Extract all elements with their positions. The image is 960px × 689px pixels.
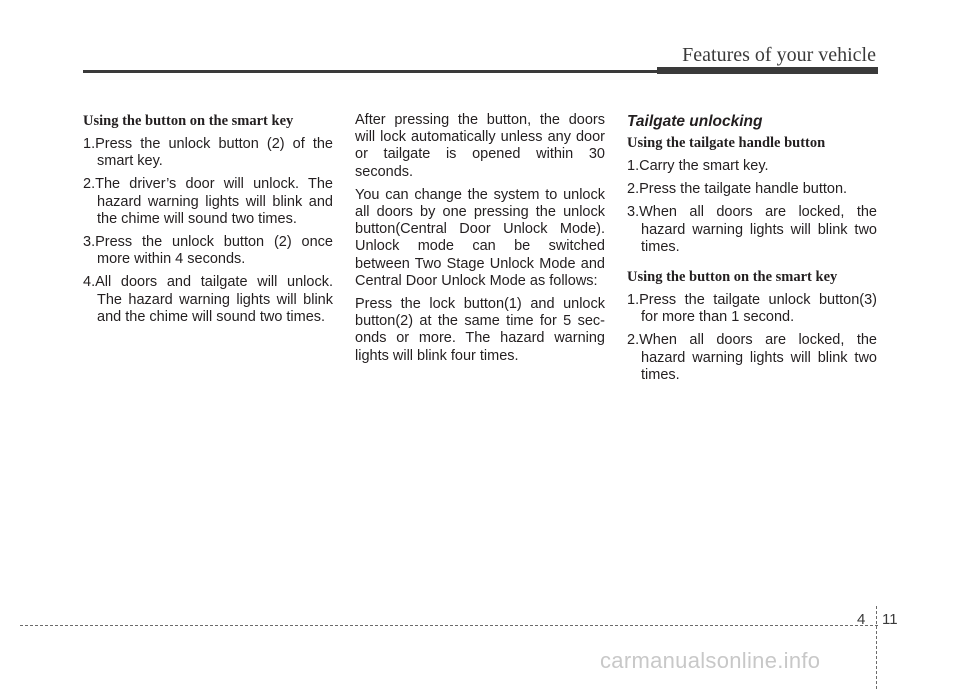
paragraph: Press the lock button(1) and unlock button(2) at the same time for 5 sec- onds or more. The hazard warning lights will blink four times. — [355, 296, 605, 364]
header-rule-accent — [657, 67, 878, 74]
step-item: 2.When all doors are locked, the hazard warning lights will blink two times. — [627, 332, 877, 383]
page-header-title: Features of your vehicle — [682, 44, 876, 66]
step-item: 3.When all doors are locked, the hazard warning lights will blink two times. — [627, 204, 877, 255]
step-item: 4.All doors and tailgate will unlock. The hazard warning lights will blink and the chime will sound two times. — [83, 274, 333, 325]
subheading-smart-key: Using the button on the smart key — [83, 113, 294, 129]
subheading-tailgate-handle: Using the tailgate handle button — [627, 135, 826, 151]
step-item: 1.Carry the smart key. — [627, 158, 769, 174]
step-item: 3.Press the unlock button (2) once more within 4 seconds. — [83, 234, 333, 268]
footer-divider — [876, 606, 877, 689]
section-title-tailgate-unlocking: Tailgate unlocking — [627, 113, 763, 130]
column-3 — [627, 112, 877, 390]
column-1 — [83, 112, 333, 332]
footer-rule — [20, 625, 878, 626]
chapter-number: 4 — [857, 611, 866, 628]
step-item: 2.The driver’s door will unlock. The hazard warning lights will blink and the chime will sound two times. — [83, 176, 333, 227]
paragraph: You can change the system to unlock all doors by one pressing the unlock button(Central Door Unlock Mode). Unlock mode can be switched between Two Stage Unlock Mode and Central Door Unlock Mode as follows: — [355, 186, 605, 289]
step-item: 2.Press the tailgate handle button. — [627, 181, 848, 198]
step-item: 1.Press the unlock button (2) of the smart key. — [83, 136, 333, 170]
subheading-smart-key: Using the button on the smart key — [627, 269, 838, 286]
watermark: carmanualsonline.info — [600, 648, 821, 673]
step-item: 1.Press the tailgate unlock button(3) for more than 1 second. — [627, 292, 877, 326]
column-2 — [355, 112, 605, 371]
page-number: 11 — [882, 611, 898, 628]
paragraph: After pressing the button, the doors will lock automatically unless any door or tailgate is opened within 30 seconds. — [355, 112, 605, 180]
